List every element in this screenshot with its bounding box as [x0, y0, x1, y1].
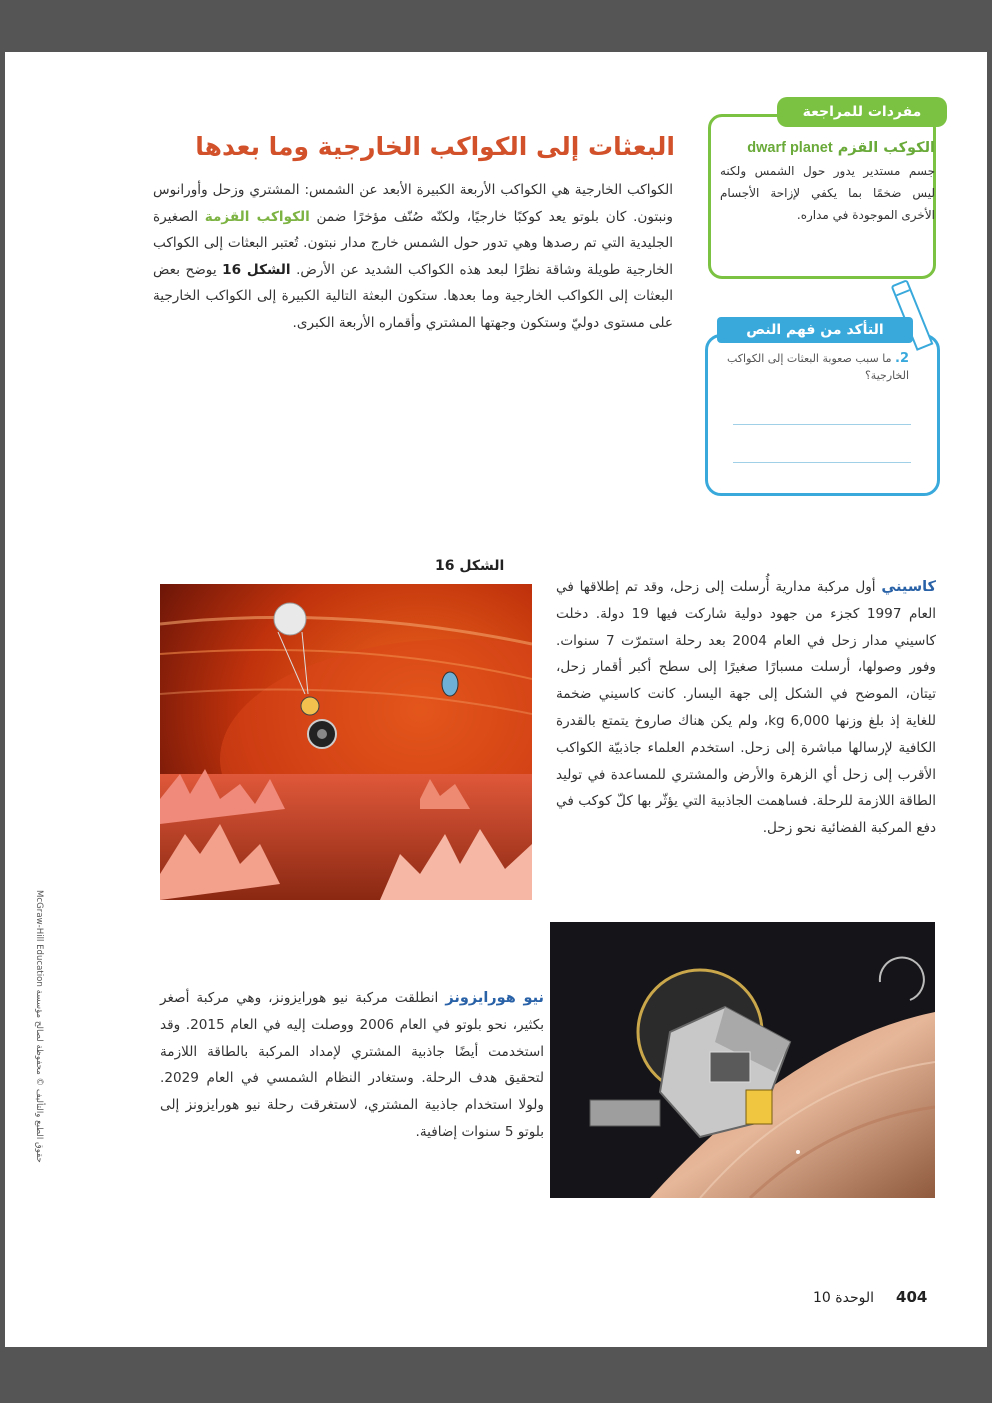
figure-reference: الشكل 16	[222, 261, 291, 278]
vocab-term-arabic: الكوكب القزم	[837, 140, 935, 156]
unit-label: الوحدة 10	[813, 1290, 875, 1306]
key-term-dwarf-planets: الكواكب القزمة	[204, 208, 310, 225]
new-horizons-paragraph	[160, 985, 544, 1146]
page	[5, 52, 987, 1347]
reading-check-tab: التأكد من فهم النص	[717, 317, 913, 343]
answer-line[interactable]	[733, 424, 911, 425]
vocab-definition: جسم مستدير يدور حول الشمس ولكنه ليس ضخمًا بما يكفي لإزاحة الأجسام الأخرى الموجودة في مداره.	[720, 164, 935, 222]
cassini-paragraph	[556, 574, 936, 842]
intro-text-2: الصغيرة الجليدية التي تم رصدها وهي تدور حول الشمس خارج مدار نبتون. تُعتبر البعثات إلى الكواكب الخارجية طويلة وشاقة نظرًا لبعد هذه الكواكب الشديد عن الأرض.	[153, 208, 674, 278]
section-heading: البعثات إلى الكواكب الخارجية وما بعدها	[195, 132, 675, 161]
new-horizons-label: نيو هورايزونز	[445, 990, 544, 1006]
answer-line[interactable]	[733, 462, 911, 463]
new-horizons-illustration	[550, 922, 935, 1198]
question-number: 2.	[895, 351, 910, 366]
vocab-term-english: dwarf planet	[747, 140, 833, 156]
intro-text-3: يوضح بعض البعثات إلى الكواكب الخارجية وما بعدها. ستكون البعثة التالية الكبيرة إلى الكواكب الخارجية على مستوى دوليّ وستكون وجهتها المشتري وأقماره الأربعة الكبرى.	[153, 261, 673, 331]
new-horizons-illustration-graphic	[550, 922, 935, 1198]
vocab-review-tab: مفردات للمراجعة	[777, 97, 947, 127]
intro-text-1: الكواكب الخارجية هي الكواكب الأربعة الكبيرة الأبعد عن الشمس: المشتري وزحل وأورانوس ونبتون. كان بلوتو يعد كوكبًا خارجيًا، ولكنّه صُنّف مؤخرًا ضمن	[153, 182, 673, 225]
page-footer	[813, 1288, 927, 1306]
cassini-titan-illustration	[160, 584, 532, 900]
new-horizons-text: انطلقت مركبة نيو هورايزونز، وهي مركبة أصغر بكثير، نحو بلوتو في العام 2006 ووصلت إليه في العام 2015. وقد استخدمت أيضًا جاذبية المشتري لإمداد المركبة بالطاقة اللازمة لتحقيق هدف الرحلة. وستغادر النظام الشمسي في العام 2029. ولولا استخدام جاذبية المشتري، لاستغرقت رحلة نيو هورايزونز إلى بلوتو 5 سنوات إضافية.	[160, 990, 544, 1140]
copyright-text: McGraw-Hill Education حقوق الطبع والتأليف © محفوظة لصالح مؤسسة	[34, 890, 44, 1163]
vocab-term	[720, 137, 935, 160]
copyright-spine	[30, 890, 46, 1270]
intro-paragraph	[153, 177, 673, 336]
question-text: ما سبب صعوبة البعثات إلى الكواكب الخارجية؟	[727, 352, 909, 382]
cassini-label: كاسيني	[881, 579, 936, 595]
cassini-titan-illustration-graphic	[160, 584, 532, 900]
reading-check-question	[727, 350, 909, 384]
page-number: 404	[896, 1288, 928, 1306]
cassini-text: أول مركبة مدارية أُرسلت إلى زحل، وقد تم إطلاقها في العام 1997 كجزء من جهود دولية شاركت فيها 19 دولة. دخلت كاسيني مدار زحل في العام 2004 بعد رحلة استمرّت 7 سنوات. وفور وصولها، أرسلت مسبارًا صغيرًا إلى سطح أكبر أقمار زحل، تيتان، الموضح في الشكل إلى جهة اليسار. كانت كاسيني ضخمة للغاية إذ بلغ وزنها 6,000 kg، ولم يكن هناك صاروخ يتمتع بالقدرة الكافية لإرسالها مباشرة إلى زحل. استخدم العلماء جاذبيّة الكواكب الأقرب إلى زحل أي الزهرة والأرض والمشتري للمساعدة في توليد الطاقة اللازمة للرحلة. فساهمت الجاذبية التي يؤثّر بها كلّ كوكب في دفع المركبة الفضائية نحو زحل.	[556, 579, 937, 837]
figure-caption: الشكل 16	[435, 558, 505, 574]
